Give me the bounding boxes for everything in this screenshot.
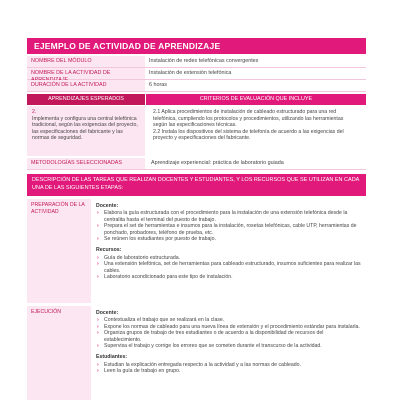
- recursos-heading: Recursos:: [96, 247, 122, 254]
- meta-row: [27, 80, 366, 92]
- execution-body: [91, 306, 366, 400]
- estudiantes-heading: Estudiantes:: [96, 354, 128, 361]
- expected-learning: [27, 106, 145, 156]
- list-item: › Organiza grupos de trabajo de tres estudiantes o de acuerdo a la disponibilidad de recursos del establecimiento.: [96, 330, 361, 343]
- list-item: › Una extensión telefónica, set de herramientas para cableado estructurado, insumos suficientes para realizar las cables.: [96, 261, 361, 274]
- list-item: › Prepara el set de herramientas e insumos para la instalación, rosetas telefónicas, cable UTP, herramientas de ponchado, probadores, teléfono de prueba, etc.: [96, 223, 361, 236]
- execution-section: [27, 306, 366, 400]
- meta-value: Instalación de extensión telefónica: [149, 70, 232, 76]
- docente-list: [96, 210, 361, 242]
- criterion: 2.1 Aplica procedimientos de instalación de cableado estructurado para una red telefónica, cumpliendo los protocolos y procedimientos, utilizando las herramientas según las especificaciones técnicas.: [153, 109, 344, 129]
- criteria-list: [145, 106, 366, 156]
- preparation-body: [91, 199, 366, 303]
- criterion: 2.2 Instala los dispositivos del sistema de telefonía de acuerdo a las exigencias del proyecto y especificaciones del fabricante.: [153, 128, 344, 142]
- execution-label: EJECUCIÓN: [27, 306, 91, 400]
- tasks-description-header: DESCRIPCIÓN DE LAS TAREAS QUE REALIZAN DOCENTES Y ESTUDIANTES, Y LOS RECURSOS QUE SE UTILIZAN EN CADA UNA DE LAS SIGUIENTES ETAPAS:: [27, 174, 366, 196]
- meta-label: NOMBRE DEL MÓDULO: [27, 56, 145, 67]
- methodologies-value: Aprendizaje experiencial: práctica de laboratorio guiada: [151, 160, 284, 166]
- list-item: › Contextualiza el trabajo que se realizará en la clase.: [96, 317, 361, 323]
- list-item: › Expone los normas de cableado para una nueva línea de extensión y el procedimiento estándar para instalarla.: [96, 324, 361, 330]
- meta-label: DURACIÓN DE LA ACTIVIDAD: [27, 80, 145, 91]
- list-item: › Se reúnen los estudiantes por puesto de trabajo.: [96, 236, 361, 242]
- module-info: [27, 56, 366, 92]
- meta-row: [27, 56, 366, 68]
- estudiantes-list: [96, 362, 361, 375]
- meta-value: 6 horas: [149, 82, 167, 88]
- methodologies-row: [27, 158, 366, 170]
- methodologies-label: METODOLOGÍAS SELECCIONADAS: [27, 158, 145, 169]
- preparation-section: [27, 199, 366, 303]
- list-item: › Leen la guía de trabajo en grupo.: [96, 368, 361, 374]
- recursos-list: [96, 255, 361, 281]
- learning-text: Implementa y configura una central telefónica tradicional, según las exigencias del proyecto, las especificaciones del fabricante y las normas de seguridad.: [32, 115, 138, 142]
- list-item: › Elabora la guía estructurada con el procedimiento para la instalación de una extensión telefónica desde la centralita hasta el terminal del puesto de trabajo.: [96, 210, 361, 223]
- docente-heading: Docente:: [96, 203, 119, 209]
- list-item: › Laboratorio acondicionado para este tipo de instalación.: [96, 274, 361, 280]
- expected-header: APRENDIZAJES ESPERADOS: [27, 94, 145, 105]
- list-item: › Estudian la explicación entregada respecto a la actividad y a las normas de cableado.: [96, 362, 361, 368]
- docente-heading: Docente:: [96, 310, 119, 316]
- docente-list: [96, 317, 361, 349]
- list-item: › Guía de laboratorio estructurada.: [96, 255, 361, 261]
- meta-row: [27, 68, 366, 80]
- criteria-header: CRITERIOS DE EVALUACIÓN QUE INCLUYE: [146, 94, 366, 105]
- title-bar: EJEMPLO DE ACTIVIDAD DE APRENDIZAJE: [27, 38, 366, 54]
- learning-header: [27, 94, 366, 105]
- meta-value: Instalación de redes telefónicas convergentes: [149, 58, 259, 64]
- meta-label: NOMBRE DE LA ACTIVIDAD DE: [27, 68, 145, 79]
- learning-number: 2.: [32, 109, 37, 115]
- list-item: › Supervisa el trabajo y corrige los errores que se cometen durante el transcurso de la actividad.: [96, 343, 361, 349]
- learning-row: [27, 106, 366, 156]
- preparation-label: PREPARACIÓN DE LA ACTIVIDAD: [27, 199, 91, 303]
